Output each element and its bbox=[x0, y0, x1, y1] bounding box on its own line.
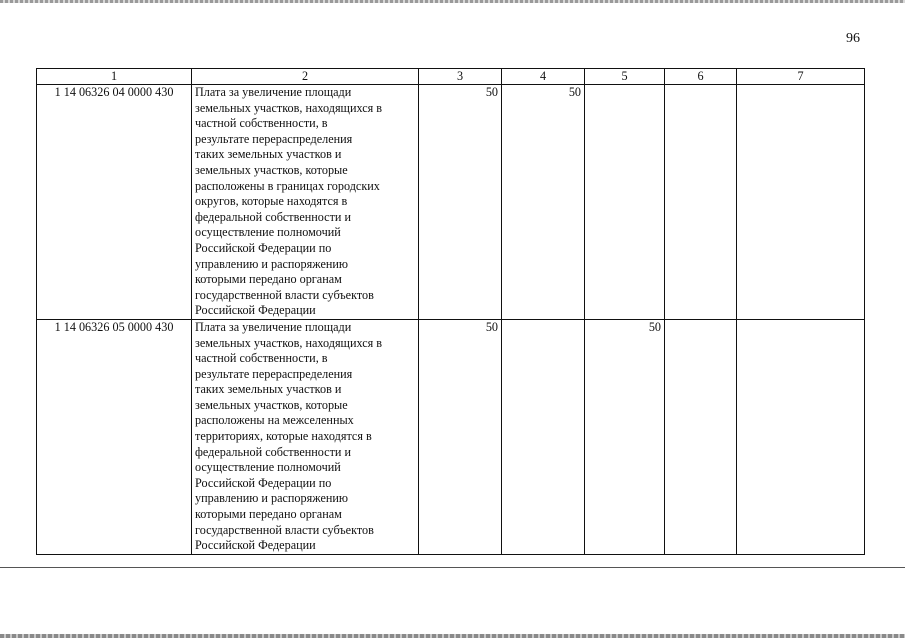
col-header-5: 5 bbox=[585, 69, 665, 85]
row-value-col5: 50 bbox=[585, 319, 665, 554]
col-header-3: 3 bbox=[419, 69, 502, 85]
row-value-col7 bbox=[737, 319, 865, 554]
col-header-7: 7 bbox=[737, 69, 865, 85]
table-row bbox=[37, 85, 865, 320]
row-value-col3: 50 bbox=[419, 319, 502, 554]
row-value-col6 bbox=[665, 85, 737, 320]
row-value-col4 bbox=[502, 319, 585, 554]
row-code: 1 14 06326 04 0000 430 bbox=[37, 85, 192, 320]
table-bottom-rule bbox=[0, 567, 905, 568]
budget-table bbox=[36, 68, 865, 555]
row-name: Плата за увеличение площади земельных участков, находящихся в частной собственности, в результате перераспределения таких земельных участков и земельных участков, которые расположены на межселенных территориях, которые находятся в федеральной собственности и осуществление полномочий Российской Федерации по управлению и распоряжению которыми передано органам государственной власти субъектов Российской Федерации bbox=[192, 319, 419, 554]
row-code: 1 14 06326 05 0000 430 bbox=[37, 319, 192, 554]
col-header-6: 6 bbox=[665, 69, 737, 85]
header-row bbox=[37, 69, 865, 85]
scan-bottom-edge bbox=[0, 634, 905, 638]
col-header-2: 2 bbox=[192, 69, 419, 85]
row-value-col4: 50 bbox=[502, 85, 585, 320]
scan-top-edge bbox=[0, 0, 905, 3]
row-value-col3: 50 bbox=[419, 85, 502, 320]
row-value-col6 bbox=[665, 319, 737, 554]
col-header-4: 4 bbox=[502, 69, 585, 85]
row-value-col7 bbox=[737, 85, 865, 320]
col-header-1: 1 bbox=[37, 69, 192, 85]
page-number: 96 bbox=[846, 31, 860, 46]
row-value-col5 bbox=[585, 85, 665, 320]
table-row bbox=[37, 319, 865, 554]
row-name: Плата за увеличение площади земельных участков, находящихся в частной собственности, в результате перераспределения таких земельных участков и земельных участков, которые расположены в границах городских округов, которые находятся в федеральной собственности и осуществление полномочий Российской Федерации по управлению и распоряжению которыми передано органам государственной власти субъектов Российской Федерации bbox=[192, 85, 419, 320]
